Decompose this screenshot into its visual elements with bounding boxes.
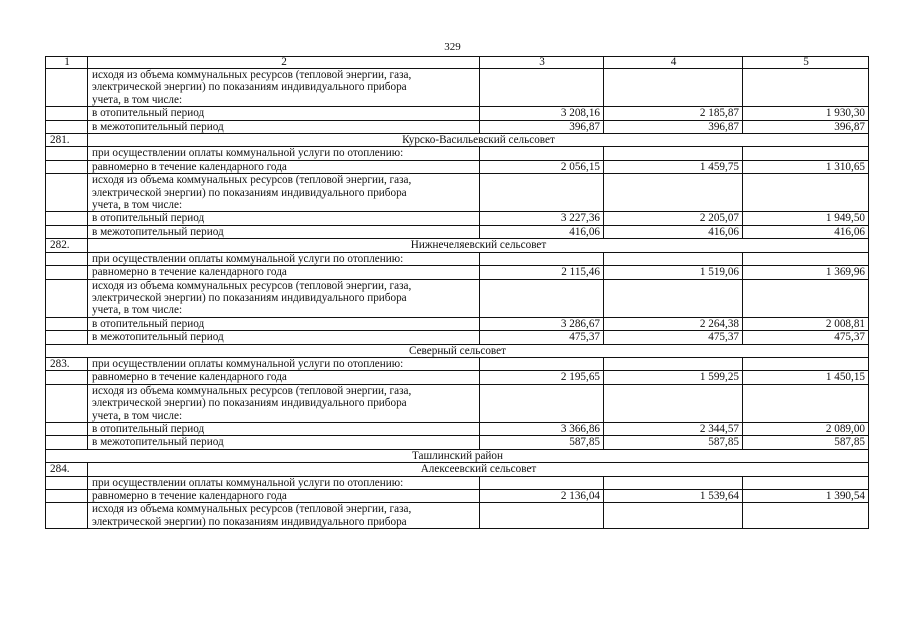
table-row [46,225,869,238]
value-col-5: 1 450,15 [743,371,869,384]
table-row [46,357,869,370]
table-row [46,147,869,160]
row-index [46,490,88,503]
row-index [46,503,88,529]
section-row [46,239,869,252]
row-description [88,279,480,317]
value-col-4: 396,87 [604,120,743,133]
row-index: 282. [46,239,88,252]
table-row [46,160,869,173]
value-col-4: 2 205,07 [604,212,743,225]
row-description [88,174,480,212]
value-col-3: 3 208,16 [480,107,604,120]
table-row [46,69,869,107]
header-row [46,57,869,69]
value-col-5 [743,69,869,107]
row-index [46,107,88,120]
row-label: равномерно в течение календарного года [88,371,480,384]
value-col-5 [743,147,869,160]
value-col-4: 475,37 [604,331,743,344]
value-col-3: 2 195,65 [480,371,604,384]
section-title: Нижнечеляевский сельсовет [88,239,869,252]
row-index [46,225,88,238]
value-col-3: 2 136,04 [480,490,604,503]
section-row [46,344,869,357]
row-label: в межотопительный период [88,436,480,449]
value-col-4 [604,384,743,422]
section-title: Курско-Васильевский сельсовет [88,134,869,147]
value-col-4: 587,85 [604,436,743,449]
description-line: учета, в том числе: [92,93,183,106]
description-line: электрической энергии) по показаниям индивидуального прибора [92,291,407,304]
row-index [46,317,88,330]
value-col-4 [604,279,743,317]
value-col-3 [480,279,604,317]
table-row [46,476,869,489]
row-index [46,476,88,489]
row-index [46,331,88,344]
row-index [46,174,88,212]
value-col-5: 475,37 [743,331,869,344]
value-col-4: 1 519,06 [604,266,743,279]
value-col-3: 475,37 [480,331,604,344]
row-index [46,384,88,422]
row-label: при осуществлении оплаты коммунальной услуги по отоплению: [88,476,480,489]
value-col-4 [604,147,743,160]
header-col-5: 5 [743,57,869,69]
value-col-3: 416,06 [480,225,604,238]
value-col-5: 1 369,96 [743,266,869,279]
value-col-4 [604,476,743,489]
description-line: электрической энергии) по показаниям индивидуального прибора [92,81,407,94]
description-line: исходя из объема коммунальных ресурсов (тепловой энергии, газа, [92,279,412,292]
table-row [46,490,869,503]
value-col-3 [480,69,604,107]
value-col-5: 396,87 [743,120,869,133]
value-col-5: 416,06 [743,225,869,238]
row-index [46,371,88,384]
value-col-4: 2 264,38 [604,317,743,330]
value-col-5 [743,357,869,370]
row-index: 283. [46,357,88,370]
value-col-3: 2 056,15 [480,160,604,173]
page-number: 329 [444,41,461,53]
tariff-table [45,56,869,529]
row-label: в отопительный период [88,212,480,225]
description-line: электрической энергии) по показаниям индивидуального прибора [92,186,407,199]
value-col-3: 3 227,36 [480,212,604,225]
value-col-3: 2 115,46 [480,266,604,279]
value-col-5 [743,476,869,489]
table-row [46,384,869,422]
value-col-4 [604,357,743,370]
row-description [88,503,480,529]
value-col-3: 587,85 [480,436,604,449]
description-line: электрической энергии) по показаниям индивидуального прибора [92,397,407,410]
row-description [88,69,480,107]
value-col-3 [480,147,604,160]
row-label: в межотопительный период [88,331,480,344]
section-row [46,134,869,147]
row-label: равномерно в течение календарного года [88,490,480,503]
row-index [46,266,88,279]
value-col-3 [480,252,604,265]
row-index [46,422,88,435]
value-col-5: 1 310,65 [743,160,869,173]
row-label: при осуществлении оплаты коммунальной услуги по отоплению: [88,252,480,265]
row-index [46,120,88,133]
value-col-5 [743,503,869,529]
row-label: в межотопительный период [88,120,480,133]
row-label: в отопительный период [88,422,480,435]
value-col-4: 2 344,57 [604,422,743,435]
value-col-4 [604,174,743,212]
value-col-5 [743,174,869,212]
header-col-4: 4 [604,57,743,69]
row-label: при осуществлении оплаты коммунальной услуги по отоплению: [88,147,480,160]
table-row [46,174,869,212]
description-line: исходя из объема коммунальных ресурсов (тепловой энергии, газа, [92,69,412,81]
value-col-4: 1 599,25 [604,371,743,384]
value-col-5 [743,252,869,265]
value-col-5: 1 930,30 [743,107,869,120]
row-label: равномерно в течение календарного года [88,160,480,173]
table-row [46,436,869,449]
description-line: учета, в том числе: [92,199,183,212]
value-col-5 [743,279,869,317]
row-label: в межотопительный период [88,225,480,238]
table-row [46,212,869,225]
table-row [46,107,869,120]
row-index [46,160,88,173]
value-col-3: 3 366,86 [480,422,604,435]
value-col-5: 2 089,00 [743,422,869,435]
district-title: Ташлинский район [46,449,869,462]
row-label: в отопительный период [88,107,480,120]
value-col-5: 2 008,81 [743,317,869,330]
description-line: электрической энергии) по показаниям индивидуального прибора [92,515,407,528]
value-col-3: 3 286,67 [480,317,604,330]
value-col-4: 2 185,87 [604,107,743,120]
description-line: исходя из объема коммунальных ресурсов (тепловой энергии, газа, [92,503,412,516]
value-col-4: 1 459,75 [604,160,743,173]
row-index [46,252,88,265]
row-description [88,384,480,422]
row-index [46,147,88,160]
description-line: учета, в том числе: [92,304,183,317]
value-col-5: 1 949,50 [743,212,869,225]
value-col-4 [604,503,743,529]
value-col-4: 416,06 [604,225,743,238]
value-col-4 [604,69,743,107]
header-col-2: 2 [88,57,480,69]
value-col-4: 1 539,64 [604,490,743,503]
description-line: исходя из объема коммунальных ресурсов (тепловой энергии, газа, [92,174,412,187]
table-row [46,266,869,279]
section-row [46,463,869,476]
value-col-3 [480,384,604,422]
row-index [46,279,88,317]
value-col-3 [480,476,604,489]
header-col-1: 1 [46,57,88,69]
table-row [46,279,869,317]
value-col-3 [480,503,604,529]
value-col-3 [480,357,604,370]
table-row [46,120,869,133]
table-row [46,317,869,330]
description-line: учета, в том числе: [92,409,183,422]
row-label: при осуществлении оплаты коммунальной услуги по отоплению: [88,357,480,370]
value-col-5: 587,85 [743,436,869,449]
row-index: 281. [46,134,88,147]
row-index: 284. [46,463,88,476]
section-title: Алексеевский сельсовет [88,463,869,476]
table-row [46,371,869,384]
value-col-4 [604,252,743,265]
table-row [46,503,869,529]
table-row [46,252,869,265]
table-row [46,422,869,435]
value-col-5: 1 390,54 [743,490,869,503]
section-title: Северный сельсовет [46,344,869,357]
description-line: исходя из объема коммунальных ресурсов (тепловой энергии, газа, [92,384,412,397]
value-col-3: 396,87 [480,120,604,133]
header-col-3: 3 [480,57,604,69]
row-index [46,69,88,107]
value-col-3 [480,174,604,212]
row-label: равномерно в течение календарного года [88,266,480,279]
value-col-5 [743,384,869,422]
district-row [46,449,869,462]
table-row [46,331,869,344]
row-label: в отопительный период [88,317,480,330]
row-index [46,212,88,225]
row-index [46,436,88,449]
